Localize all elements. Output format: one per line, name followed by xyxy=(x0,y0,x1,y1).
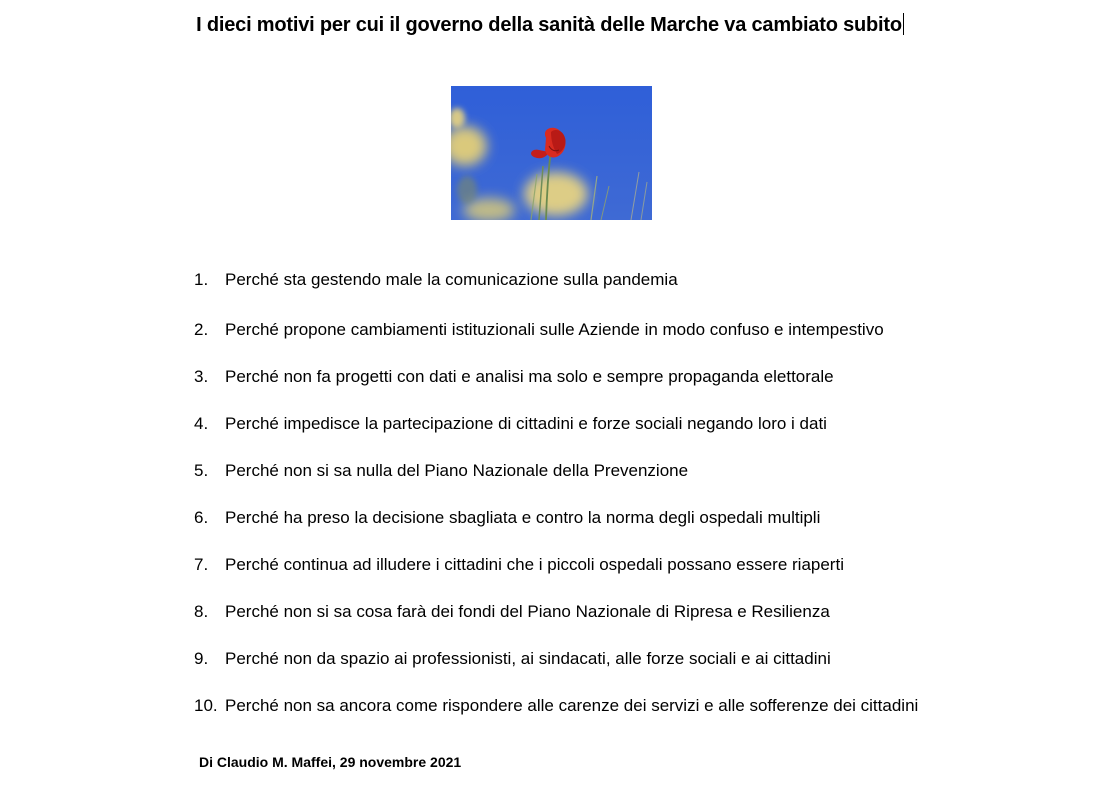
list-item-text: Perché non da spazio ai professionisti, ai sindacati, alle forze sociali e ai cittadini xyxy=(225,649,831,668)
list-item xyxy=(194,365,834,389)
title-text: I dieci motivi per cui il governo della sanità delle Marche va cambiato subito xyxy=(196,14,902,36)
list-item-number: 3. xyxy=(194,367,209,386)
list-item-number: 9. xyxy=(194,649,209,668)
list-item xyxy=(194,412,827,436)
poppy-photo xyxy=(451,86,652,220)
list-item-text: Perché non sa ancora come rispondere alle carenze dei servizi e alle sofferenze dei cittadini xyxy=(225,696,919,715)
text-caret xyxy=(903,13,904,35)
list-item xyxy=(194,553,844,577)
list-item-text: Perché non si sa nulla del Piano Nazionale della Prevenzione xyxy=(225,461,689,480)
list-item-text: Perché impedisce la partecipazione di cittadini e forze sociali negando loro i dati xyxy=(225,414,827,433)
list-item-text: Perché sta gestendo male la comunicazione sulla pandemia xyxy=(225,270,678,289)
list-item xyxy=(194,694,918,718)
list-item-number: 6. xyxy=(194,508,209,527)
author-byline: Di Claudio M. Maffei, 29 novembre 2021 xyxy=(199,754,462,770)
list-item xyxy=(194,268,678,292)
list-item-text: Perché non si sa cosa farà dei fondi del Piano Nazionale di Ripresa e Resilienza xyxy=(225,602,830,621)
list-item-number: 1. xyxy=(194,270,209,289)
list-item-number: 8. xyxy=(194,602,209,621)
list-item-text: Perché non fa progetti con dati e analisi ma solo e sempre propaganda elettorale xyxy=(225,367,834,386)
list-item xyxy=(194,600,830,624)
list-item-number: 5. xyxy=(194,461,209,480)
list-item-number: 10. xyxy=(194,696,218,715)
list-item xyxy=(194,459,688,483)
list-item-number: 2. xyxy=(194,320,209,339)
list-item-number: 4. xyxy=(194,414,209,433)
list-item xyxy=(194,647,831,671)
list-item xyxy=(194,318,884,342)
page-title[interactable] xyxy=(0,13,1100,37)
list-item-text: Perché continua ad illudere i cittadini che i piccoli ospedali possano essere riaperti xyxy=(225,555,844,574)
list-item-number: 7. xyxy=(194,555,209,574)
list-item-text: Perché propone cambiamenti istituzionali sulle Aziende in modo confuso e intempestivo xyxy=(225,320,884,339)
list-item xyxy=(194,506,820,530)
list-item-text: Perché ha preso la decisione sbagliata e contro la norma degli ospedali multipli xyxy=(225,508,821,527)
